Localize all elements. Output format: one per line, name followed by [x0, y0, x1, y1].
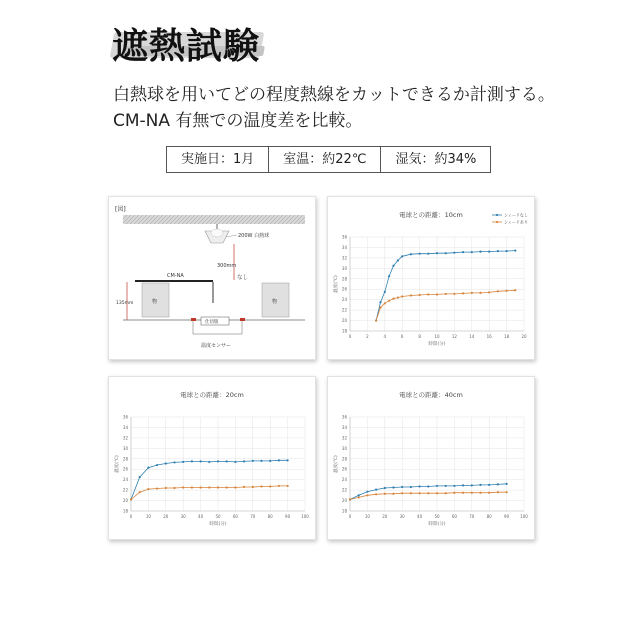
- x-tick-label: 20: [163, 514, 169, 519]
- data-point: [488, 492, 490, 494]
- y-tick-label: 18: [341, 508, 347, 514]
- data-point: [445, 293, 447, 295]
- data-point: [514, 289, 516, 291]
- data-point: [165, 462, 167, 464]
- data-point: [252, 486, 254, 488]
- data-point: [260, 485, 262, 487]
- data-point: [379, 301, 381, 303]
- legend-marker: [496, 221, 498, 223]
- data-point: [287, 485, 289, 487]
- title-block: [112, 18, 272, 68]
- data-point: [419, 492, 421, 494]
- chart-panel-40cm: [327, 376, 535, 540]
- data-point: [226, 460, 228, 462]
- y-tick-label: 28: [122, 456, 128, 462]
- data-point: [252, 460, 254, 462]
- x-tick-label: 100: [520, 514, 528, 519]
- x-tick-label: 18: [504, 334, 510, 339]
- y-tick-label: 36: [122, 414, 128, 420]
- data-point: [366, 494, 368, 496]
- data-point: [234, 486, 236, 488]
- y-tick-label: 28: [341, 276, 347, 282]
- y-tick-label: 24: [341, 297, 347, 303]
- x-tick-label: 50: [215, 514, 221, 519]
- legend-label: シェードなし: [504, 212, 528, 218]
- x-axis-label: 時間(分): [428, 522, 446, 527]
- y-tick-label: 32: [341, 435, 347, 441]
- distance-label: 300mm: [217, 263, 237, 269]
- data-point: [479, 484, 481, 486]
- y-tick-label: 26: [341, 466, 347, 472]
- data-point: [226, 486, 228, 488]
- x-tick-label: 80: [267, 514, 273, 519]
- object-left-label: 物: [152, 299, 158, 305]
- x-tick-label: 0: [129, 514, 133, 519]
- chart-title: 電球との距離：10cm: [399, 211, 463, 219]
- ceiling: [123, 215, 305, 224]
- x-axis-label: 時間(分): [209, 522, 227, 527]
- data-point: [388, 300, 390, 302]
- x-tick-label: 6: [400, 334, 404, 339]
- data-point: [147, 488, 149, 490]
- y-tick-label: 22: [341, 487, 347, 493]
- data-point: [384, 487, 386, 489]
- chart-panel-20cm: [108, 376, 316, 540]
- x-tick-label: 16: [486, 334, 492, 339]
- data-point: [384, 302, 386, 304]
- data-point: [234, 461, 236, 463]
- chart-panel-10cm: [327, 196, 535, 360]
- data-point: [191, 486, 193, 488]
- condition-room-temp: 室温：約22℃: [269, 147, 381, 172]
- data-point: [278, 485, 280, 487]
- y-tick-label: 20: [341, 498, 347, 504]
- sensor-left: [191, 318, 196, 321]
- sensor-right: [240, 318, 245, 321]
- cm-na-film: [135, 280, 213, 282]
- y-tick-label: 18: [341, 328, 347, 334]
- data-point: [217, 486, 219, 488]
- data-point: [506, 290, 508, 292]
- data-point: [514, 249, 516, 251]
- data-point: [479, 292, 481, 294]
- data-point: [427, 492, 429, 494]
- data-point: [419, 294, 421, 296]
- data-point: [269, 485, 271, 487]
- data-point: [410, 492, 412, 494]
- data-point: [260, 460, 262, 462]
- data-point: [427, 293, 429, 295]
- data-point: [173, 487, 175, 489]
- chart-title: 電球との距離：20cm: [180, 391, 244, 399]
- y-tick-label: 22: [122, 487, 128, 493]
- data-point: [436, 252, 438, 254]
- legend-label: シェードあり: [504, 219, 528, 225]
- x-tick-label: 80: [486, 514, 492, 519]
- data-point: [182, 461, 184, 463]
- data-point: [436, 293, 438, 295]
- data-point: [401, 255, 403, 257]
- data-point: [397, 259, 399, 261]
- data-point: [200, 460, 202, 462]
- data-point: [375, 319, 377, 321]
- y-tick-label: 20: [341, 318, 347, 324]
- bulb-glass: [211, 229, 223, 237]
- data-point: [349, 498, 351, 500]
- x-tick-label: 60: [232, 514, 238, 519]
- data-point: [243, 460, 245, 462]
- y-tick-label: 26: [341, 286, 347, 292]
- data-point: [453, 252, 455, 254]
- diagram-label: [図]: [115, 206, 126, 213]
- data-point: [506, 491, 508, 493]
- data-point: [410, 294, 412, 296]
- data-point: [156, 464, 158, 466]
- data-point: [165, 487, 167, 489]
- x-tick-label: 90: [285, 514, 291, 519]
- data-point: [358, 494, 360, 496]
- x-tick-label: 14: [469, 334, 475, 339]
- data-point: [147, 467, 149, 469]
- y-tick-label: 36: [341, 234, 347, 240]
- data-point: [200, 486, 202, 488]
- data-point: [445, 252, 447, 254]
- y-axis-label: 温度(℃): [334, 275, 339, 293]
- data-point: [497, 483, 499, 485]
- x-tick-label: 70: [250, 514, 256, 519]
- data-point: [243, 486, 245, 488]
- x-tick-label: 30: [399, 514, 405, 519]
- data-point: [384, 493, 386, 495]
- partition-label: 仕切版: [205, 320, 219, 325]
- height-label: 135mm: [116, 301, 134, 306]
- data-point: [410, 253, 412, 255]
- y-tick-label: 30: [341, 445, 347, 451]
- chart-40cm: [328, 377, 534, 539]
- data-point: [488, 484, 490, 486]
- x-tick-label: 50: [434, 514, 440, 519]
- x-tick-label: 8: [418, 334, 421, 339]
- data-point: [217, 460, 219, 462]
- bulb-leader: [226, 235, 237, 237]
- y-tick-label: 28: [341, 456, 347, 462]
- data-point: [384, 291, 386, 293]
- data-point: [388, 275, 390, 277]
- data-point: [375, 493, 377, 495]
- data-point: [471, 492, 473, 494]
- none-label: なし: [237, 275, 249, 281]
- chart-10cm: [328, 197, 534, 359]
- data-point: [182, 486, 184, 488]
- data-point: [436, 485, 438, 487]
- y-tick-label: 18: [122, 508, 128, 514]
- data-point: [427, 485, 429, 487]
- x-tick-label: 30: [180, 514, 186, 519]
- x-tick-label: 20: [521, 334, 527, 339]
- data-point: [208, 486, 210, 488]
- y-tick-label: 32: [341, 255, 347, 261]
- legend-marker: [496, 214, 498, 216]
- x-tick-label: 0: [348, 334, 352, 339]
- x-tick-label: 0: [348, 514, 352, 519]
- data-point: [401, 295, 403, 297]
- x-tick-label: 100: [301, 514, 309, 519]
- description-line-2: CM-NA 有無での温度差を比較。: [113, 111, 363, 131]
- y-tick-label: 24: [122, 477, 128, 483]
- x-tick-label: 90: [504, 514, 510, 519]
- data-point: [139, 476, 141, 478]
- data-point: [358, 496, 360, 498]
- data-point: [278, 459, 280, 461]
- data-point: [462, 492, 464, 494]
- object-right-label: 物: [272, 299, 278, 305]
- chart-title: 電球との距離：40cm: [399, 391, 463, 399]
- y-axis-label: 温度(℃): [115, 455, 120, 473]
- x-tick-label: 4: [383, 334, 387, 339]
- data-point: [445, 492, 447, 494]
- x-tick-label: 12: [451, 334, 457, 339]
- x-tick-label: 2: [366, 334, 369, 339]
- data-point: [392, 486, 394, 488]
- data-point: [173, 461, 175, 463]
- y-tick-label: 24: [341, 477, 347, 483]
- data-point: [453, 492, 455, 494]
- page-title: 遮熱試験: [112, 26, 261, 67]
- data-point: [379, 306, 381, 308]
- y-tick-label: 20: [122, 498, 128, 504]
- data-point: [479, 251, 481, 253]
- x-tick-label: 40: [198, 514, 204, 519]
- data-point: [471, 292, 473, 294]
- data-point: [419, 253, 421, 255]
- condition-humidity: 湿気：約34%: [395, 152, 477, 167]
- data-point: [497, 290, 499, 292]
- data-point: [497, 491, 499, 493]
- y-tick-label: 36: [341, 414, 347, 420]
- data-point: [392, 298, 394, 300]
- data-point: [269, 460, 271, 462]
- data-point: [453, 293, 455, 295]
- data-point: [488, 291, 490, 293]
- y-tick-label: 22: [341, 307, 347, 313]
- data-point: [462, 292, 464, 294]
- data-point: [401, 486, 403, 488]
- sensor-label: 温度センサー: [201, 343, 232, 349]
- description-line-1: 白熱球を用いてどの程度熱線をカットできるか計測する。: [113, 85, 555, 105]
- data-point: [488, 251, 490, 253]
- data-point: [392, 493, 394, 495]
- data-point: [410, 486, 412, 488]
- condition-date: 実施日：1月: [167, 147, 269, 172]
- data-point: [506, 483, 508, 485]
- data-point: [208, 461, 210, 463]
- data-point: [375, 488, 377, 490]
- data-point: [287, 459, 289, 461]
- data-point: [130, 498, 132, 500]
- data-point: [479, 492, 481, 494]
- x-tick-label: 60: [451, 514, 457, 519]
- setup-diagram-panel: [108, 196, 316, 360]
- y-axis-label: 温度(℃): [334, 455, 339, 473]
- data-point: [397, 296, 399, 298]
- data-point: [419, 485, 421, 487]
- data-point: [191, 460, 193, 462]
- x-tick-label: 70: [469, 514, 475, 519]
- x-tick-label: 40: [417, 514, 423, 519]
- data-point: [453, 485, 455, 487]
- data-point: [139, 491, 141, 493]
- y-tick-label: 30: [341, 265, 347, 271]
- data-point: [471, 484, 473, 486]
- x-tick-label: 10: [364, 514, 370, 519]
- data-point: [471, 251, 473, 253]
- y-tick-label: 26: [122, 466, 128, 472]
- data-point: [156, 487, 158, 489]
- data-point: [392, 265, 394, 267]
- y-tick-label: 30: [122, 445, 128, 451]
- x-tick-label: 10: [434, 334, 440, 339]
- x-axis-label: 時間(分): [428, 342, 446, 347]
- y-tick-label: 34: [341, 424, 347, 430]
- data-point: [497, 250, 499, 252]
- y-tick-label: 34: [341, 244, 347, 250]
- conditions-table: [166, 146, 491, 173]
- data-point: [436, 492, 438, 494]
- data-point: [427, 253, 429, 255]
- data-point: [366, 491, 368, 493]
- x-tick-label: 10: [145, 514, 151, 519]
- setup-diagram: [109, 197, 315, 359]
- y-tick-label: 32: [122, 435, 128, 441]
- data-point: [506, 250, 508, 252]
- data-point: [445, 485, 447, 487]
- data-point: [462, 251, 464, 253]
- x-tick-label: 20: [382, 514, 388, 519]
- data-point: [462, 484, 464, 486]
- data-point: [401, 492, 403, 494]
- bulb-label: 200W 白熱球: [238, 233, 270, 239]
- chart-20cm: [109, 377, 315, 539]
- y-tick-label: 34: [122, 424, 128, 430]
- film-label: CM-NA: [167, 273, 184, 279]
